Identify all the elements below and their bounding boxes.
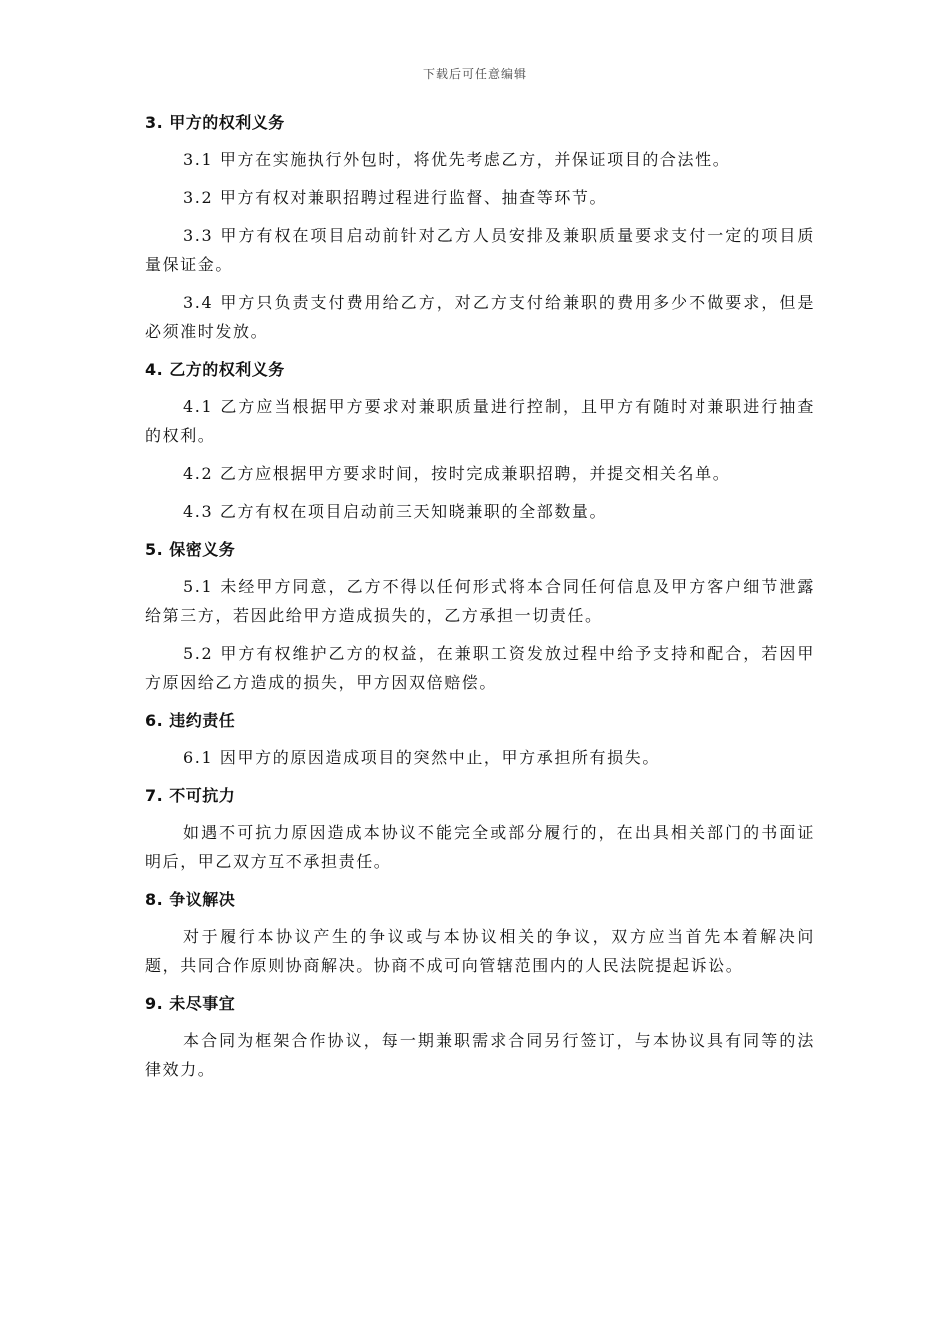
section-heading: 8. 争议解决 [145,890,236,909]
clause-4-3: 4.3 乙方有权在项目启动前三天知晓兼职的全部数量。 [183,502,608,521]
section-4 [145,355,815,526]
clause-3-2: 3.2 甲方有权对兼职招聘过程进行监督、抽查等环节。 [183,188,608,207]
clause-7-body: 如遇不可抗力原因造成本协议不能完全或部分履行的，在出具相关部门的书面证明后，甲乙双方互不承担责任。 [145,823,815,871]
clause-3-1: 3.1 甲方在实施执行外包时，将优先考虑乙方，并保证项目的合法性。 [183,150,731,169]
clause-4-1: 4.1 乙方应当根据甲方要求对兼职质量进行控制，且甲方有随时对兼职进行抽查的权利。 [145,397,815,445]
clause-3-3: 3.3 甲方有权在项目启动前针对乙方人员安排及兼职质量要求支付一定的项目质量保证金。 [145,226,815,274]
section-6 [145,706,815,772]
clause-9-body: 本合同为框架合作协议，每一期兼职需求合同另行签订，与本协议具有同等的法律效力。 [145,1031,815,1079]
section-9 [145,989,815,1084]
clause-4-2: 4.2 乙方应根据甲方要求时间，按时完成兼职招聘，并提交相关名单。 [183,464,731,483]
section-3 [145,108,815,346]
document-body [145,108,815,1093]
section-heading: 7. 不可抗力 [145,786,236,805]
clause-8-body: 对于履行本协议产生的争议或与本协议相关的争议，双方应当首先本着解决问题，共同合作原则协商解决。协商不成可向管辖范围内的人民法院提起诉讼。 [145,927,815,975]
section-heading: 3. 甲方的权利义务 [145,113,285,132]
section-heading: 6. 违约责任 [145,711,236,730]
clause-5-2: 5.2 甲方有权维护乙方的权益，在兼职工资发放过程中给予支持和配合，若因甲方原因给乙方造成的损失，甲方因双倍赔偿。 [145,644,815,692]
section-5 [145,535,815,697]
clause-6-1: 6.1 因甲方的原因造成项目的突然中止，甲方承担所有损失。 [183,748,660,767]
section-heading: 9. 未尽事宜 [145,994,236,1013]
section-heading: 5. 保密义务 [145,540,236,559]
section-8 [145,885,815,980]
clause-5-1: 5.1 未经甲方同意，乙方不得以任何形式将本合同任何信息及甲方客户细节泄露给第三方，若因此给甲方造成损失的，乙方承担一切责任。 [145,577,815,625]
clause-3-4: 3.4 甲方只负责支付费用给乙方，对乙方支付给兼职的费用多少不做要求，但是必须准时发放。 [145,293,815,341]
section-heading: 4. 乙方的权利义务 [145,360,285,379]
page-header: 下载后可任意编辑 [422,67,527,81]
section-7 [145,781,815,876]
